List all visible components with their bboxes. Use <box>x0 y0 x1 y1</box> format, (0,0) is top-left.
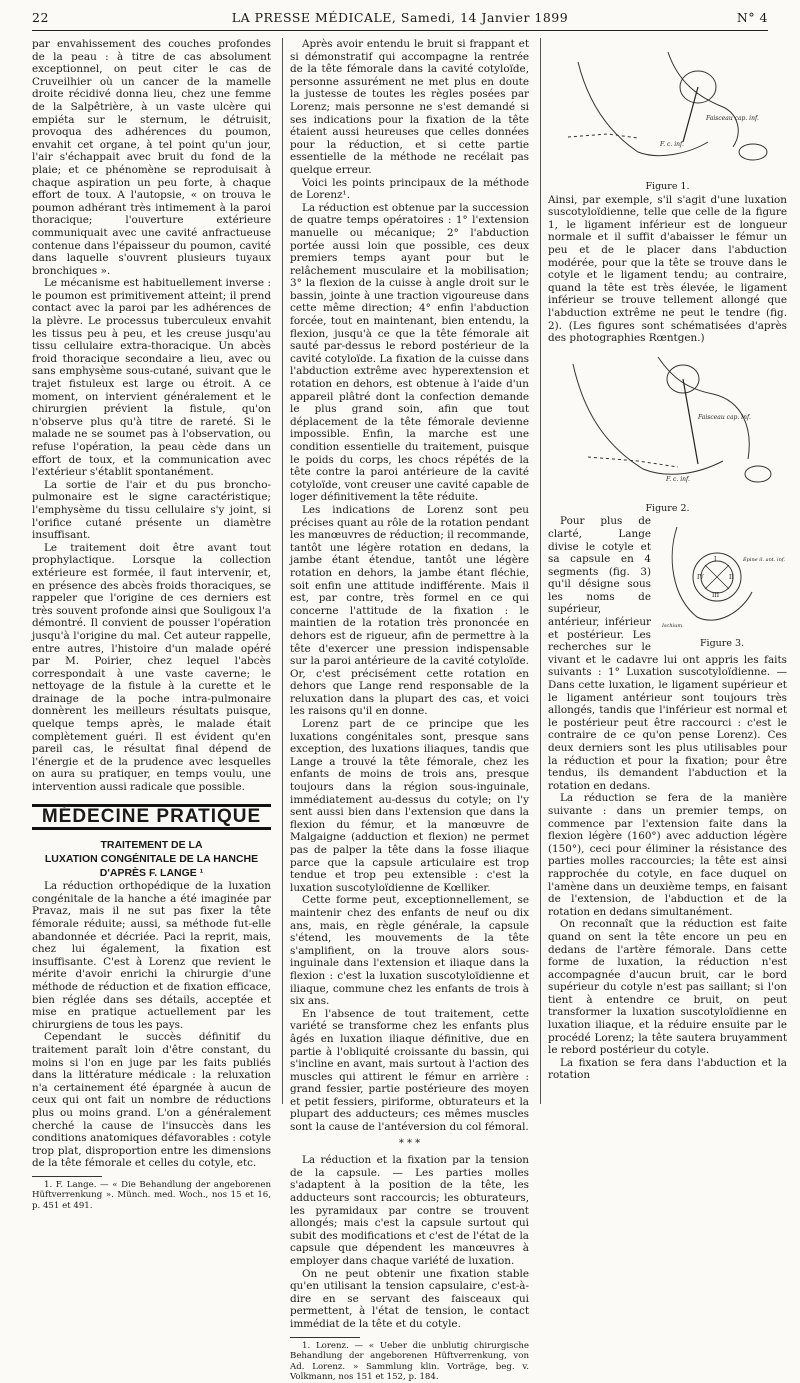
figure-3-caption: Figure 3. <box>699 637 745 649</box>
paragraph: Cette forme peut, exceptionnellement, se maintenir chez des enfants de neuf ou dix ans, mais, en règle générale, la capsule s'étend, les mouvements de la tête s'amplifient, on la trouve alors sous-inguinale dans l'extension et iliaque dans la flexion : c'est la luxation suscotyloïdienne et iliaque, commune chez les enfants de trois à six ans. <box>290 894 529 1008</box>
footnote: 1. Lorenz. — « Ueber die unblutig chirurgische Behandlung der angeborenen Hüftverrenkung, von Ad. Lorenz. » Sammlung klin. Vorträge, beg. v. Volkmann, nos 151 et 152, p. 184. <box>290 1340 529 1383</box>
paragraph: La fixation se fera dans l'abduction et la rotation <box>548 1056 787 1082</box>
paragraph: La réduction orthopédique de la luxation congénitale de la hanche a été imaginée par Pravaz, mais il ne sut pas fixer la tête fémorale réduite; aussi, sa méthode fut-elle abandonnée et décriée. Paci la reprit, mais, chez lui également, la fixation est insuffisante. C'est à Lorenz que revient le mérite d'avoir enrichi la chirurgie d'une méthode de réduction et de fixation efficace, bien réglée dans ses détails, acceptée et mise en pratique actuellement par les chirurgiens de tous les pays. <box>32 880 271 1031</box>
page-header <box>32 10 768 28</box>
paragraph: La réduction et la fixation par la tension de la capsule. — Les parties molles s'adaptent à la position de la tête, les adducteurs sont raccourcis; les obturateurs, les pyramidaux par contre se trouvent allongés; mais c'est la capsule surtout qui subit des modifications et c'est de l'état de la capsule que dépendent les manœuvres à employer dans chaque variété de luxation. <box>290 1154 529 1267</box>
figure-label: F. c. inf. <box>666 475 690 483</box>
column-1 <box>32 38 271 1211</box>
paragraph: Le mécanisme est habituellement inverse : le poumon est primitivement atteint; il prend contact avec la paroi par les adhérences de la plèvre. Le processus tuberculeux envahit les tissus peu à peu, et les creuse jusqu'au tissu cellulaire extra-thoracique. Un abcès froid thoracique secondaire a lieu, avec ou sans emphysème sous-cutané, suivant que le trajet fistuleux est large ou étroit. A ce moment, on intervient généralement et le chirurgien prévient la fistule, qu'on n'observe plus qu'à titre de rareté. Si le malade ne se soumet pas à l'observation, ou refuse l'opération, la peau cède dans un effort de toux, et la communication avec l'extérieur s'établit spontanément. <box>32 277 271 479</box>
figure-label: Ischium. <box>662 623 684 630</box>
column-divider <box>540 38 541 1104</box>
paragraph: On reconnaît que la réduction est faite quand on sent la tête encore un peu en dedans de l'artère fémorale. Dans cette forme de luxation, la réduction n'est accompagnée d'aucun bruit, car le bord supérieur du cotyle n'est pas saillant; si l'on tient à entendre ce bruit, on peut transformer la luxation suscotyloïdienne en luxation iliaque, et la réduire ensuite par le procédé Lorenz; la tête sautera bruyamment le rebord postérieur du cotyle. <box>548 918 787 1057</box>
article-title-line: TRAITEMENT DE LA <box>100 839 203 852</box>
figure-1-caption: Figure 1. <box>645 181 690 192</box>
column-3 <box>548 38 787 1108</box>
segment-label: III <box>712 592 720 600</box>
paragraph: Lorenz part de ce principe que les luxations congénitales sont, presque sans exception, des luxations iliaques, tandis que Lange a trouvé la tête fémorale, chez les enfants de moins de trois ans, presque toujours dans la région sous-inguinale, immédiatement au-dessus du cotyle; on l'y sent aussi bien dans l'extension que dans la flexion du fémur, et la manœuvre de Malgaigne (adduction et flexion) ne permet pas de palper la tête dans la fosse iliaque parce que la capsule articulaire est trop tendue et trop peu extensible : c'est la luxation suscotyloïdienne de Kœlliker. <box>290 718 529 894</box>
page-number: 22 <box>32 10 49 25</box>
paragraph: La réduction se fera de la manière suivante : dans un premier temps, on commence par l'extension faite dans la flexion légère (160°) avec adduction légère (150°), ceci pour éliminer la résistance des parties molles raccourcies; la tête est ainsi rapprochée du cotyle, en face duquel on l'amène dans un deuxième temps, en faisant de l'extension, de l'abduction et de la rotation en dedans simultanément. <box>548 792 787 918</box>
segment-label: I <box>714 556 717 564</box>
figure-2 <box>548 349 787 499</box>
header-rule <box>32 30 768 31</box>
paragraph: Après avoir entendu le bruit si frappant et si démonstratif qui accompagne la rentrée de la tête fémorale dans la cavité cotyloïde, personne assurément ne met plus en doute la justesse de toutes les règles posées par Lorenz; mais personne ne s'est demandé si ses indications pour la fixation de la tête étaient aussi heureuses que celles données pour la réduction, et si cette partie essentielle de la méthode ne recélait pas quelque erreur. <box>290 38 529 176</box>
issue-number: N° 4 <box>736 10 768 25</box>
paragraph: Ainsi, par exemple, s'il s'agit d'une luxation suscotyloïdienne, telle que celle de la figure 1, le ligament inférieur est de longueur normale et il suffit d'abaisser le fémur un peu et de le placer dans l'abduction modérée, pour que la tête se trouve dans le cotyle et le ligament tendu; au contraire, quand la tête est très élevée, le ligament inférieur se trouve tellement allongé que l'abduction extrême ne peut le tendre (fig. 2). (Les figures sont schématisées d'après des photographies Rœntgen.) <box>548 193 787 345</box>
figure-label: Faisceau cap. inf. <box>698 413 751 421</box>
segment-label: II <box>729 574 734 582</box>
figure-1 <box>548 42 787 177</box>
paragraph: Les indications de Lorenz sont peu précises quant au rôle de la rotation pendant les manœuvres de réduction; il recommande, tantôt une légère rotation en dedans, la jambe étant étendue, tantôt une légère rotation en dehors, la jambe étant fléchie, soit enfin une attitude indifférente. Mais il est, par contre, très formel en ce qui concerne l'attitude de la fixation : le maintien de la rotation très prononcée en dehors est de rigueur, afin de permettre à la tête d'exercer une pression indispensable sur la paroi antérieure de la cavité cotyloïde. Or, c'est précisément cette rotation en dehors que Lange rend responsable de la reluxation dans la plupart des cas, et voici les raisons qu'il en donne. <box>290 503 529 718</box>
paragraph: par envahissement des couches profondes de la peau : à titre de cas absolument exceptionnel, on peut citer le cas de Cruveilhier où un cancer de la mamelle droite récidivé donna lieu, chez une femme de la Salpêtrière, à un vaste ulcère qui empiéta sur le sternum, le détruisit, provoqua des adhérences du poumon, envahit cet organe, à tel point qu'un jour, l'air s'échappait avec bruit du fond de la plaie; et ce phénomène se reproduisait à chaque aspiration un peu forte, à chaque effort de toux. A l'autopsie, « on trouva le poumon adhérant très intimement à la paroi thoracique; l'ouverture extérieure communiquait avec une cavité anfractueuse contenue dans l'épaisseur du poumon, cavité dans laquelle s'ouvrent plusieurs tuyaux bronchiques ». <box>32 38 271 277</box>
paragraph: Le traitement doit être avant tout prophylactique. Lorsque la collection extérieure est formée, il faut intervenir, et, en présence des abcès froids thoraciques, se rappeler que l'origine de ces derniers est très souvent profonde ainsi que Souligoux l'a démontré. Il convient de pousser l'opération jusqu'à l'origine du mal. Cet auteur rappelle, entre autres, l'histoire d'un malade opéré par M. Poirier, chez lequel l'abcès correspondait à une vaste caverne; le nettoyage de la fistule à la curette et le drainage de la poche intra-pulmonaire donnèrent les meilleurs résultats puisque, quelque temps après, le malade était complètement guéri. Il est évident qu'en pareil cas, le résultat final dépend de l'énergie et de la prudence avec lesquelles on aura su pratiquer, en temps voulu, une intervention aussi radicale que possible. <box>32 541 271 794</box>
figure-3 <box>657 517 787 650</box>
figure-label: Faisceau cap. inf. <box>706 115 759 122</box>
segment-label: IV <box>697 574 704 582</box>
figure-2-caption: Figure 2. <box>645 502 690 514</box>
section-title: MÉDECINE PRATIQUE <box>32 804 271 831</box>
article-title-line: LUXATION CONGÉNITALE DE LA HANCHE <box>44 853 259 866</box>
figure-3-drawing <box>657 517 787 632</box>
figure-label: F. c. inf. <box>660 141 684 148</box>
paragraph: En l'absence de tout traitement, cette variété se transforme chez les enfants plus âgés en luxation iliaque définitive, due en partie à l'obliquité croissante du bassin, qui s'incline en avant, mais surtout à l'action des muscles qui attirent le fémur en arrière : grand fessier, partie postérieure des moyen et petit fessiers, piriforme, obturateurs et la plupart des adducteurs; ces mêmes muscles sont la cause de l'antéversion du col fémoral. <box>290 1007 529 1134</box>
figure-2-drawing <box>548 349 787 499</box>
column-2 <box>290 38 529 1383</box>
masthead-title: LA PRESSE MÉDICALE, Samedi, 14 Janvier 1899 <box>231 10 569 25</box>
figure-label: Épine il. ant. inf. <box>743 557 786 564</box>
column-divider <box>282 38 283 1104</box>
article-title <box>32 838 271 880</box>
paragraph: La sortie de l'air et du pus broncho-pulmonaire est le signe caractéristique; l'emphysème du tissu cellulaire s'y joint, si l'orifice cutané présente un diamètre insuffisant. <box>32 478 271 542</box>
paragraph: Voici les points principaux de la méthode de Lorenz¹. <box>290 176 529 202</box>
article-title-line: D'APRÈS F. LANGE ¹ <box>99 867 204 880</box>
paragraph: La réduction est obtenue par la succession de quatre temps opératoires : 1° l'extension manuelle ou mécanique; 2° l'abduction portée aussi loin que possible, ces deux premiers temps ayant pour but le relâchement musculaire et la mobilisation; 3° la flexion de la cuisse à angle droit sur le bassin, jointe à une traction vigoureuse dans cette même direction; 4° enfin l'abduction forcée, tout en maintenant, bien entendu, la flexion, jusqu'à ce que la tête fémorale ait sauté par-dessus le rebord postérieur de la cavité cotyloïde. La fixation de la cuisse dans l'abduction extrême avec hyperextension et rotation en dehors, est obtenue à l'aide d'un appareil plâtré dont la confection demande le plus grand soin, afin que tout déplacement de la tête fémorale devienne impossible. Enfin, la marche est une condition essentielle du traitement, puisque le poids du corps, les chocs répétés de la tête contre la paroi antérieure de la cavité cotyloïde, vont creuser une cavité capable de loger définitivement la tête réduite. <box>290 201 529 504</box>
section-separator: * * * <box>398 1137 421 1149</box>
footnote-rule <box>290 1337 360 1338</box>
figure-1-drawing <box>548 42 787 177</box>
paragraph: Cependant le succès définitif du traitement paraît loin d'être constant, du moins si l'on en juge par les faits publiés dans la littérature médicale : la reluxation n'a certainement été épargnée à aucun de ceux qui ont fait un nombre de réductions plus ou moins grand. L'on a généralement cherché la cause de l'insuccès dans les conditions anatomiques défavorables : cotyle trop plat, disproportion entre les dimensions de la tête fémorale et celles du cotyle, etc. <box>32 1031 271 1170</box>
footnote: 1. F. Lange. — « Die Behandlung der angeborenen Hüftverrenkung ». Münch. med. Woch., nos 15 et 16, p. 451 et 491. <box>32 1179 271 1211</box>
footnote-rule <box>32 1176 102 1177</box>
paragraph: On ne peut obtenir une fixation stable qu'en utilisant la tension capsulaire, c'est-à-dire en se servant des faisceaux qui permettent, à l'état de tension, le contact immédiat de la tête et du cotyle. <box>290 1267 529 1330</box>
paragraph: Pour plus de clarté, Lange divise le cotyle et sa capsule en 4 segments (fig. 3) qu'il désigne sous les noms de supérieur, antérieur, inférieur et postérieur. Les recherches sur le vivant et le cadavre lui ont appris les faits suivants : 1° Luxation suscotyloïdienne. — Dans cette luxation, le ligament supérieur et le ligament antérieur sont toujours très allongés, tandis que l'inférieur est normal et le postérieur peut être raccourci : c'est le contraire de ce qu'on pense Lorenz). Ces deux derniers sont les plus utilisables pour la réduction et pour la fixation; pour être tendus, ils demandent l'abduction et la rotation en dedans. <box>548 515 787 792</box>
